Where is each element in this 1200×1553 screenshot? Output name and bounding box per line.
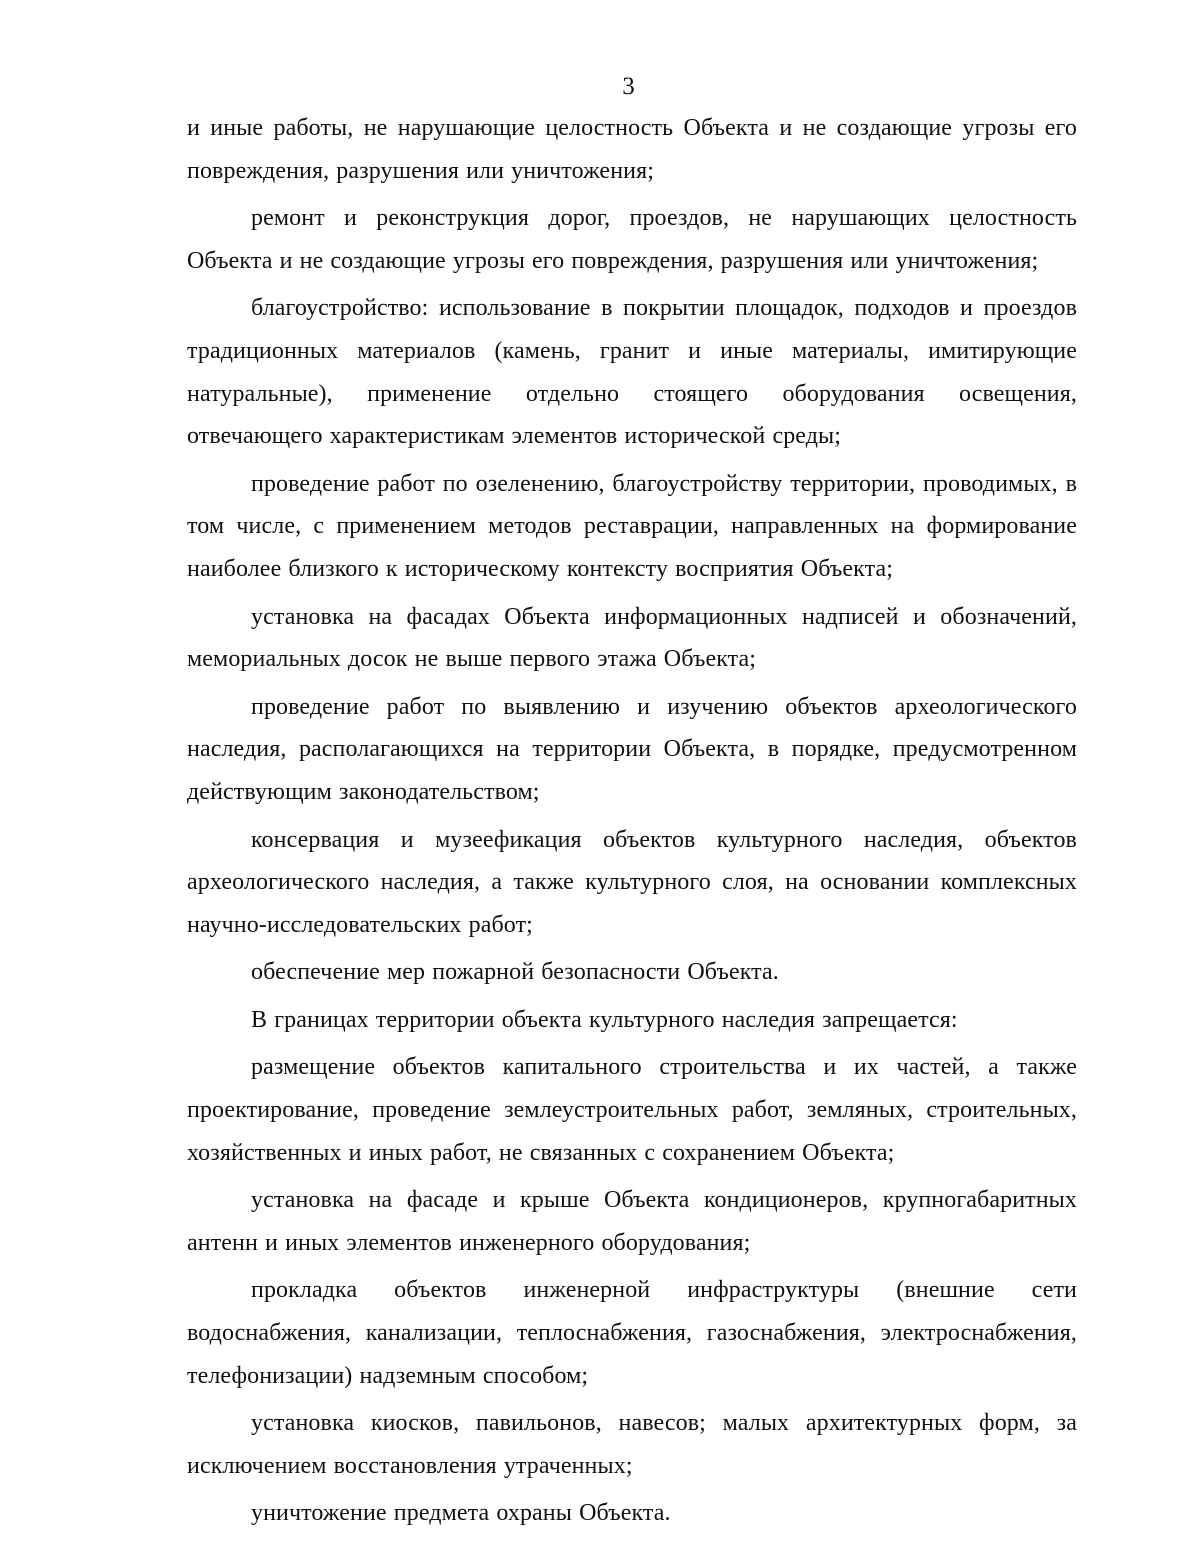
paragraph: и иные работы, не нарушающие целостность Объекта и не создающие угрозы его повреждения, разрушения или уничтожения; [187, 115, 1077, 184]
paragraph: благоустройство: использование в покрытии площадок, подходов и проездов традиционных материалов (камень, гранит и иные материалы, имитирующие натуральные), применение отдельно стоящего оборудования освещения, отвечающего характеристикам элементов исторической среды; [187, 295, 1077, 450]
paragraph: проведение работ по выявлению и изучению объектов археологического наследия, располагающихся на территории Объекта, в порядке, предусмотренном действующим законодательством; [187, 693, 1077, 805]
paragraph: В границах территории объекта культурного наследия запрещается: [251, 1006, 958, 1033]
paragraph: прокладка объектов инженерной инфраструктуры (внешние сети водоснабжения, канализации, теплоснабжения, газоснабжения, электроснабжения, телефонизации) надземным способом; [187, 1277, 1077, 1389]
paragraph: установка на фасаде и крыше Объекта кондиционеров, крупногабаритных антенн и иных элементов инженерного оборудования; [187, 1187, 1077, 1256]
page-number: 3 [622, 73, 635, 100]
paragraph: установка на фасадах Объекта информационных надписей и обозначений, мемориальных досок не выше первого этажа Объекта; [187, 603, 1077, 673]
paragraph: консервация и музеефикация объектов культурного наследия, объектов археологического наследия, а также культурного слоя, на основании комплексных научно-исследовательских работ; [187, 826, 1077, 938]
paragraph: размещение объектов капитального строительства и их частей, а также проектирование, проведение землеустроительных работ, земляных, строительных, хозяйственных и иных работ, не связанных с сохранением Объекта; [187, 1054, 1077, 1166]
paragraph: обеспечение мер пожарной безопасности Объекта. [251, 959, 779, 986]
paragraph: установка киосков, павильонов, навесов; малых архитектурных форм, за исключением восстановления утраченных; [187, 1410, 1077, 1479]
document-body [187, 107, 1077, 1540]
paragraph: уничтожение предмета охраны Объекта. [251, 1500, 671, 1527]
paragraph: ремонт и реконструкция дорог, проездов, не нарушающих целостность Объекта и не создающие угрозы его повреждения, разрушения или уничтожения; [187, 205, 1077, 274]
paragraph: проведение работ по озеленению, благоустройству территории, проводимых, в том числе, с применением методов реставрации, направленных на формирование наиболее близкого к историческому контексту восприятия Объекта; [187, 470, 1077, 582]
